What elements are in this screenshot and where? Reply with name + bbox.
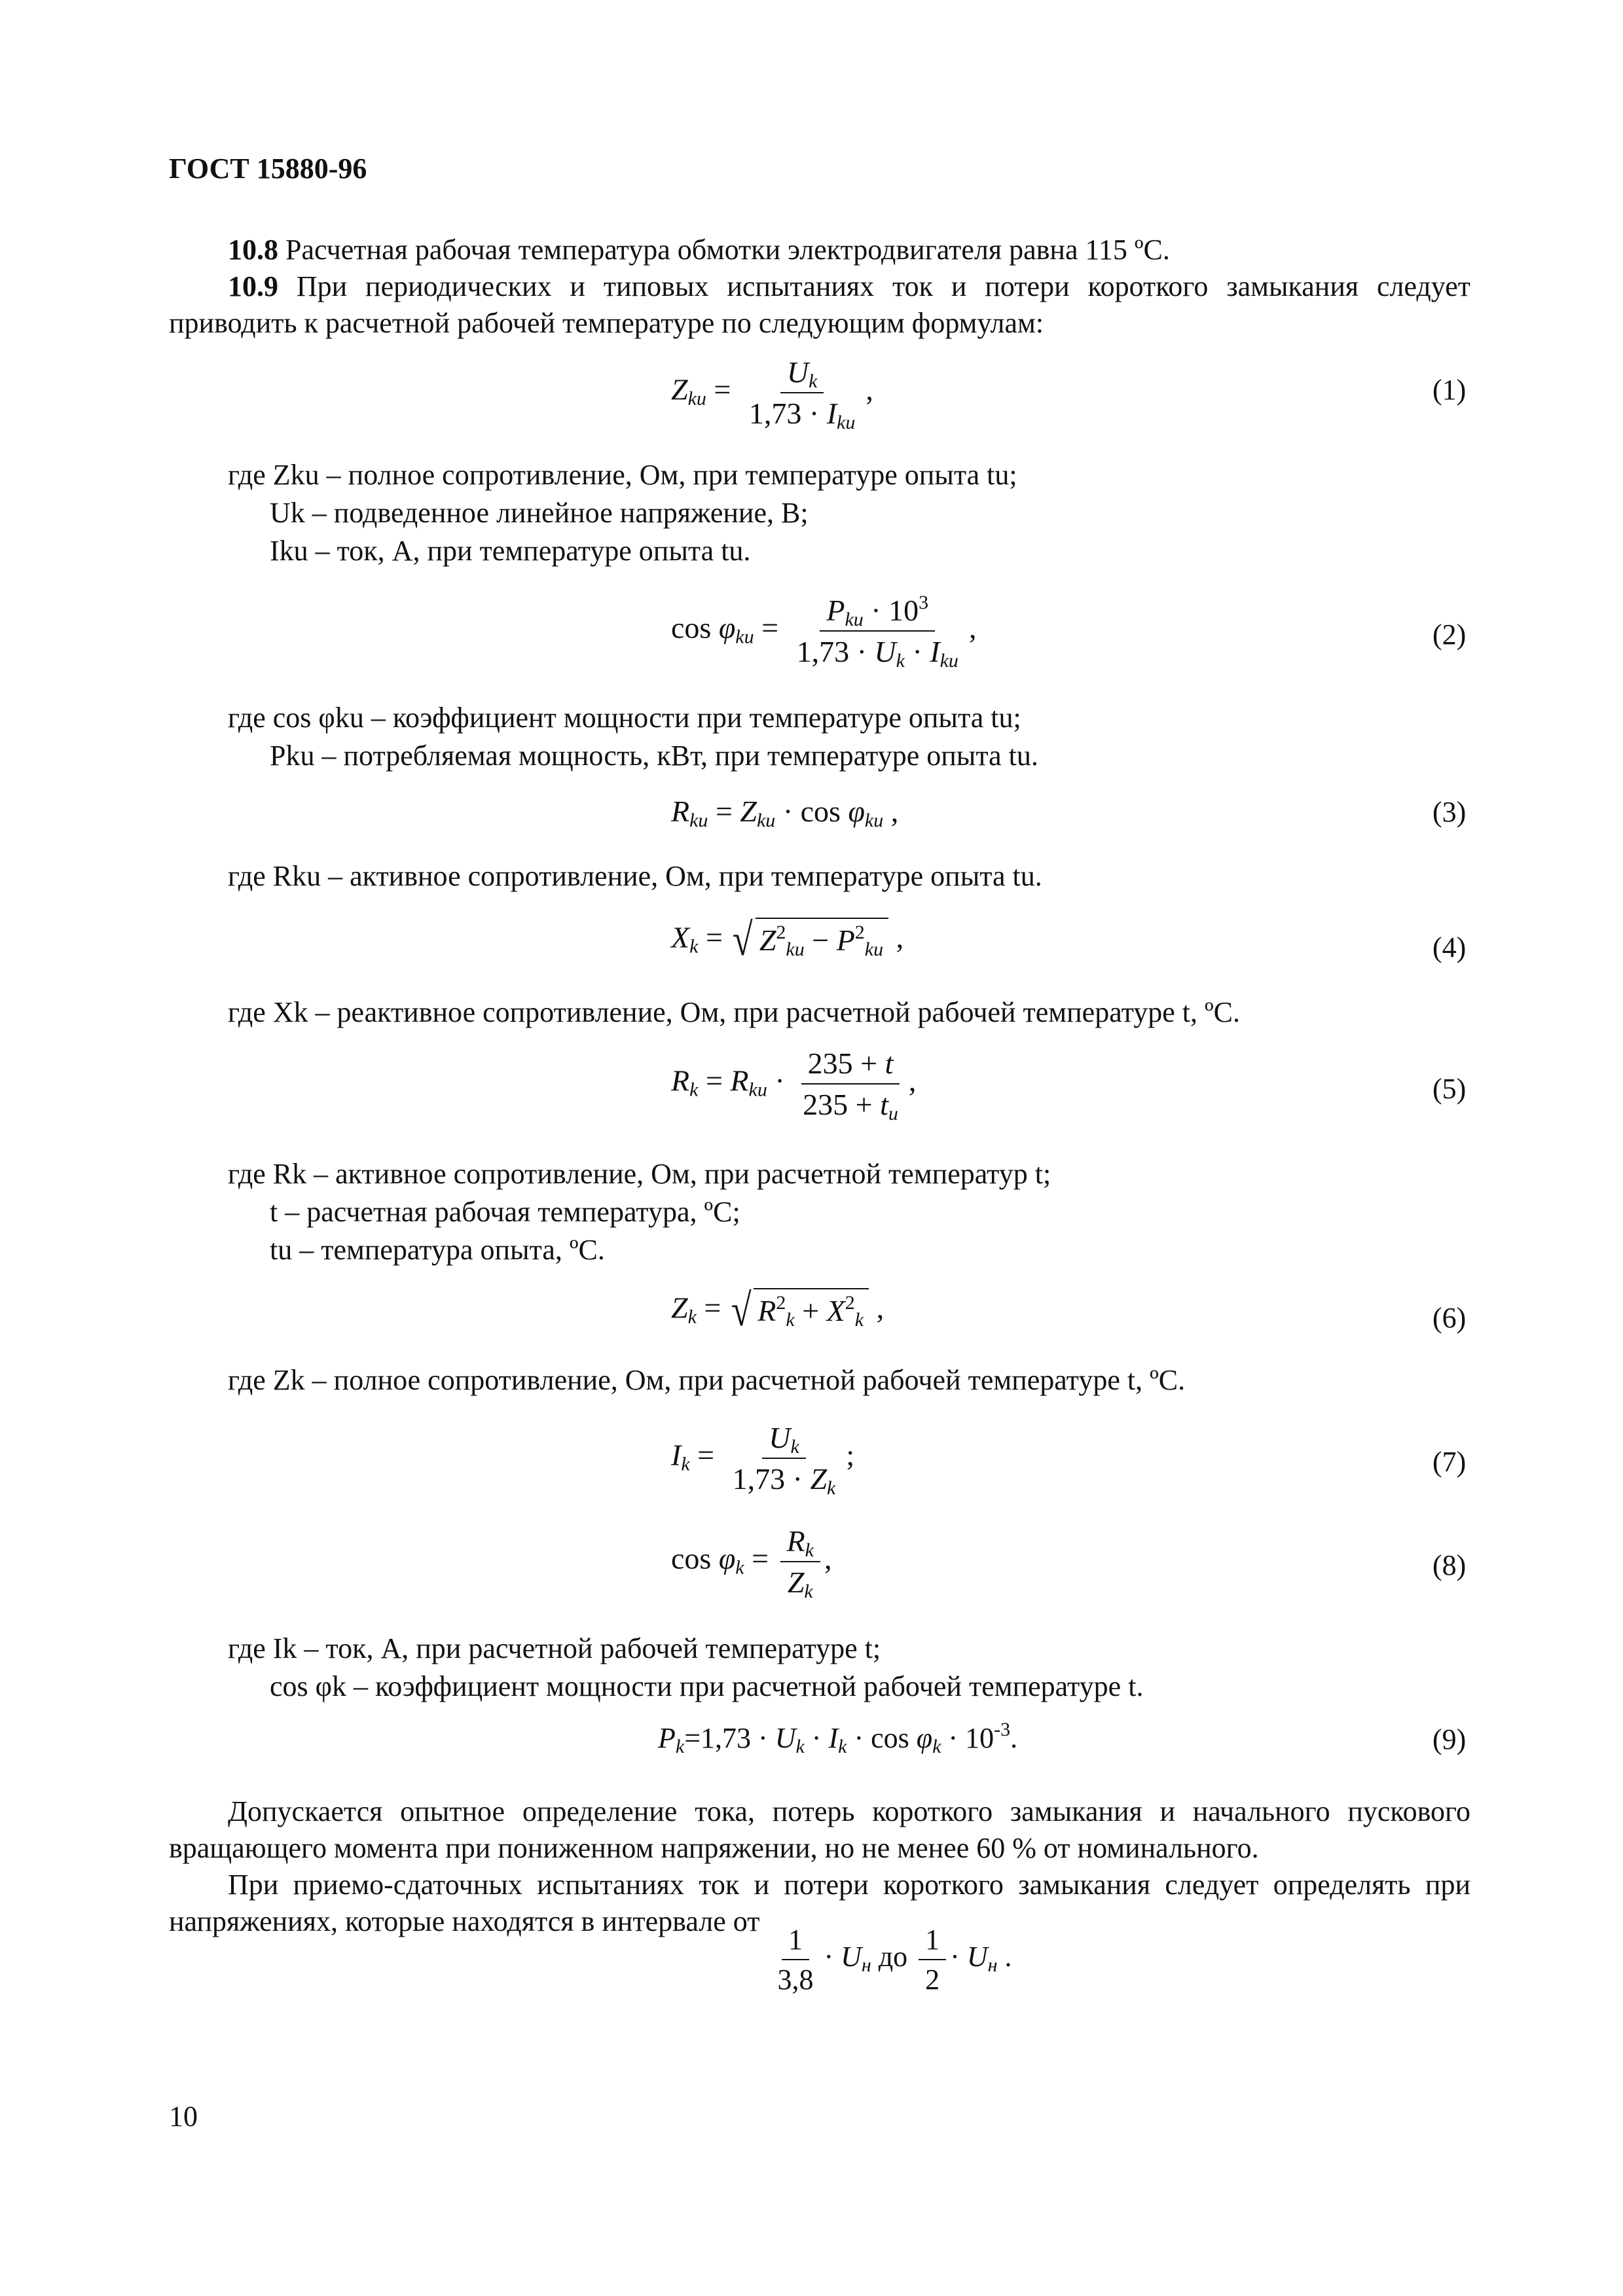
paragraph-10-9 <box>169 268 1470 342</box>
definition-line: где Zku – полное сопротивление, Ом, при температуре опыта tu; <box>228 459 1017 491</box>
interval-connector: до <box>878 1941 908 1973</box>
formula-3: $R_{ku} = Z_{ku} \cdot \cos \varphi_{ku}$ , <box>671 795 899 831</box>
definition-line: cos φk – коэффициент мощности при расчетной рабочей температуре t. <box>270 1670 1144 1702</box>
acceptance-interval-formula: $\frac{1}{3,8}$ · $U_н$ до $\frac{1}{2}$ · $U_н$ . <box>777 1924 1012 1996</box>
definitions-5 <box>228 1155 1051 1269</box>
equation-number: (5) <box>1432 1073 1467 1105</box>
page-number: 10 <box>169 2100 198 2132</box>
definition-line: где Rk – активное сопротивление, Ом, при расчетной температур t; <box>228 1158 1051 1190</box>
formula-8: $\cos \varphi_k$ = $\frac{R_k}{Z_k}$ , <box>671 1524 832 1602</box>
formula-1: $Z_{ku}$ = $\frac{U_k}{1,73 \cdot I_{ku}}$ , <box>671 355 873 433</box>
clause-text: При периодических и типовых испытаниях ток и потери короткого замыкания следует приводить к расчетной рабочей температуре по следующим формулам: <box>169 270 1470 339</box>
equation-number: (8) <box>1432 1549 1467 1581</box>
definition-line: Iku – ток, А, при температуре опыта tu. <box>270 535 751 567</box>
definitions-6 <box>228 1361 1185 1399</box>
clause-number: 10.8 <box>228 234 278 266</box>
definition-line: где Zk – полное сопротивление, Ом, при расчетной рабочей температуре t, ºС. <box>228 1364 1186 1396</box>
definition-line: где Ik – ток, А, при расчетной рабочей температуре t; <box>228 1632 881 1664</box>
definition-line: где cos φku – коэффициент мощности при температуре опыта tu; <box>228 702 1021 734</box>
definitions-8 <box>228 1630 1143 1706</box>
equation-number: (7) <box>1432 1446 1467 1478</box>
equation-number: (6) <box>1432 1302 1467 1334</box>
formula-2: $\cos \varphi_{ku}$ = $\frac{P_{ku} \cdot 10^3}{1,73 \cdot U_k \cdot I_{ku}}$ , <box>671 592 977 672</box>
formula-7: $I_k$ = $\frac{U_k}{1,73 \cdot Z_k}$ ; <box>671 1421 855 1499</box>
document-header: ГОСТ 15880-96 <box>169 152 367 185</box>
equation-number: (9) <box>1432 1723 1467 1755</box>
formula-9: $P_k=1,73 \cdot U_k \cdot I_k \cdot \cos \varphi_k \cdot 10^{-3}$. <box>658 1719 1018 1757</box>
definitions-1 <box>228 456 1017 570</box>
paragraph-10-8 <box>169 232 1470 268</box>
equation-number: (2) <box>1432 619 1467 651</box>
definitions-4 <box>228 994 1240 1031</box>
formula-4: $X_k$ = √ $Z^2_{ku} - P^2_{ku}$ , <box>671 915 904 965</box>
equation-number: (3) <box>1432 796 1467 828</box>
definition-line: Pku – потребляемая мощность, кВт, при температуре опыта tu. <box>270 740 1038 772</box>
definition-line: t – расчетная рабочая температура, ºС; <box>270 1196 740 1228</box>
clause-number: 10.9 <box>228 270 278 302</box>
equation-number: (4) <box>1432 931 1467 963</box>
clause-text: Расчетная рабочая температура обмотки электродвигателя равна 115 ºС. <box>278 234 1170 266</box>
definition-line: где Rku – активное сопротивление, Ом, при температуре опыта tu. <box>228 860 1042 892</box>
definitions-2 <box>228 699 1038 775</box>
equation-number: (1) <box>1432 374 1467 406</box>
definition-line: tu – температура опыта, ºС. <box>270 1234 605 1266</box>
formula-6: $Z_k$ = √ $R^2_k + X^2_k$ , <box>671 1285 884 1336</box>
paragraph-acceptance: При приемо-сдаточных испытаниях ток и потери короткого замыкания следует определять при напряжениях, которые находятся в интервале от <box>169 1869 1470 1937</box>
definitions-3 <box>228 857 1042 895</box>
definition-line: Uk – подведенное линейное напряжение, В; <box>270 497 809 529</box>
definition-line: где Xk – реактивное сопротивление, Ом, при расчетной рабочей температуре t, ºС. <box>228 996 1240 1028</box>
formula-5: $R_k = R_{ku}$ · $\frac{235 + t}{235 + t_u}$ , <box>671 1047 917 1124</box>
paragraph-allowed: Допускается опытное определение тока, потерь короткого замыкания и начального пускового вращающего момента при пониженном напряжении, но не менее 60 % от номинального. <box>169 1795 1470 1864</box>
